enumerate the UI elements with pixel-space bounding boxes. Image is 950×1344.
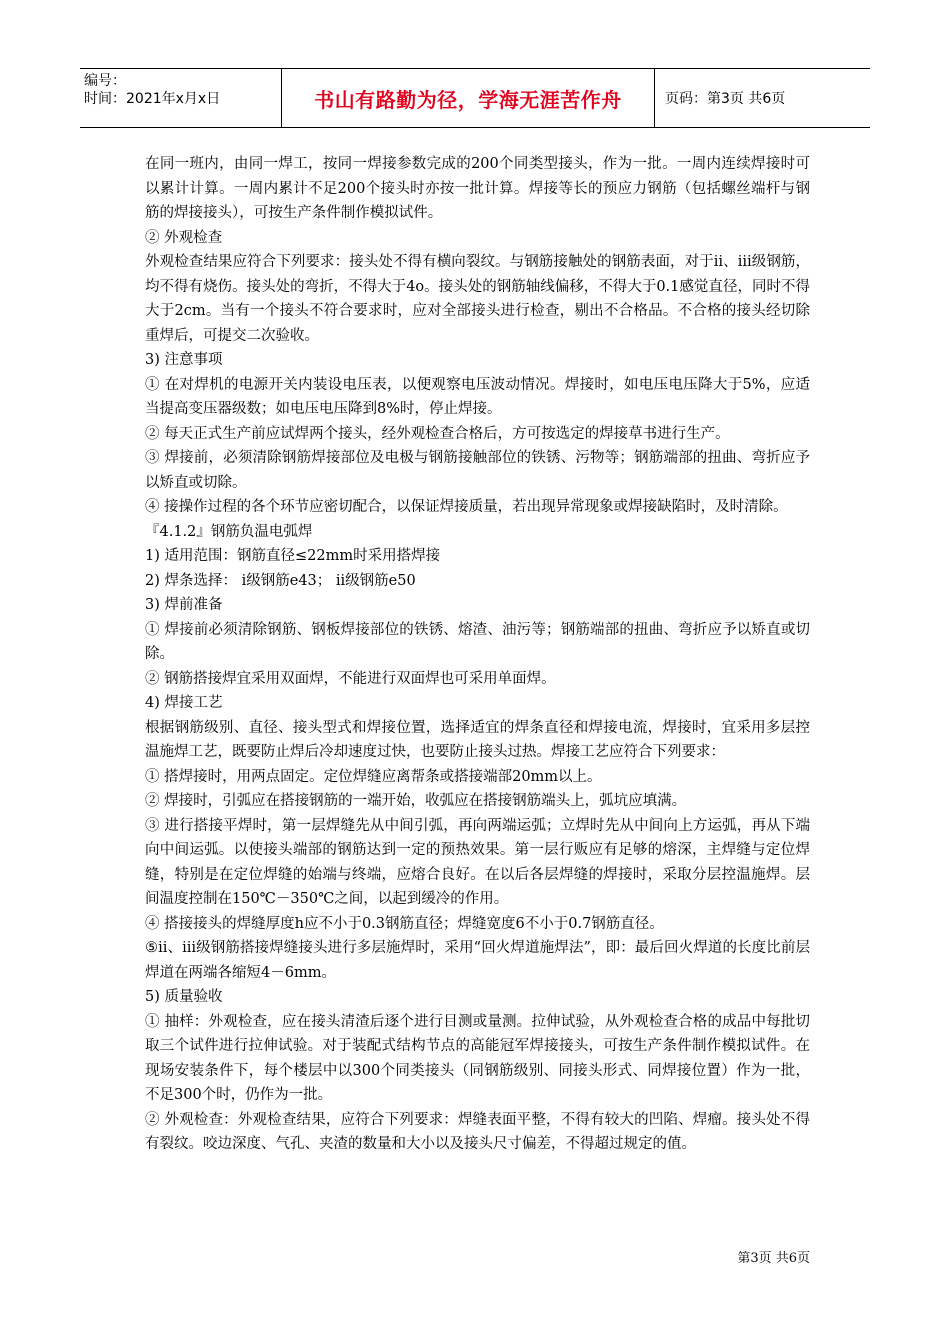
paragraph: ② 外观检查: [145, 229, 223, 246]
paragraph: 1) 适用范围：钢筋直径≤22mm时采用搭焊接: [145, 548, 441, 564]
doc-date: 时间：2021年x月x日: [84, 91, 221, 107]
paragraph: ① 焊接前必须清除钢筋、钢板焊接部位的铁锈、熔渣、油污等；钢筋端部的扭曲、弯折应予以矫直或切除。: [145, 621, 810, 662]
paragraph: ② 焊接时，引弧应在搭接钢筋的一端开始，收弧应在搭接钢筋端头上，弧坑应填满。: [145, 793, 687, 809]
paragraph: ② 每天正式生产前应试焊两个接头，经外观检查合格后，方可按选定的焊接草书进行生产。: [145, 425, 730, 442]
header-meta: [80, 69, 282, 127]
paragraph: ④ 搭接接头的焊缝厚度h应不小于0.3钢筋直径；焊缝宽度6不小于0.7钢筋直径。: [145, 915, 664, 932]
paragraph: 2) 焊条选择： ⅰ级钢筋e43； ⅱ级钢筋e50: [145, 572, 416, 589]
paragraph: ⑤ⅱ、ⅲ级钢筋搭接焊缝接头进行多层施焊时，采用“回火焊道施焊法”，即：最后回火焊道的长度比前层焊道在两端各缩短4－6mm。: [145, 940, 810, 981]
paragraph: 外观检查结果应符合下列要求：接头处不得有横向裂纹。与钢筋接触处的钢筋表面，对于ⅱ、ⅲ级钢筋，均不得有烧伤。接头处的弯折，不得大于4o。接头处的钢筋轴线偏移，不得大于0.1感觉直径，同时不得大于2cm。当有一个接头不符合要求时，应对全部接头进行检查，剔出不合格品。不合格的接头经切除重焊后，可提交二次验收。: [145, 254, 810, 344]
header-motto: 书山有路勤为径，学海无涯苦作舟: [282, 69, 655, 127]
paragraph: ③ 焊接前，必须清除钢筋焊接部位及电极与钢筋接触部位的铁锈、污物等；钢筋端部的扭曲、弯折应予以矫直或切除。: [145, 450, 810, 491]
paragraph: 5) 质量验收: [145, 989, 223, 1005]
paragraph: ② 外观检查：外观检查结果，应符合下列要求：焊缝表面平整，不得有较大的凹陷、焊瘤。接头处不得有裂纹。咬边深度、气孔、夹渣的数量和大小以及接头尺寸偏差，不得超过规定的值。: [145, 1111, 810, 1152]
doc-number-label: 编号：: [84, 73, 126, 89]
document-body: [145, 152, 810, 1157]
paragraph: 4) 焊接工艺: [145, 695, 223, 711]
paragraph: ① 在对焊机的电源开关内装设电压表，以便观察电压波动情况。焊接时，如电压电压降大于5%，应适当提高变压器级数；如电压电压降到8%时，停止焊接。: [145, 376, 810, 417]
paragraph: 在同一班内，由同一焊工，按同一焊接参数完成的200个同类型接头，作为一批。一周内连续焊接时可以累计计算。一周内累计不足200个接头时亦按一批计算。焊接等长的预应力钢筋（包括螺丝端杆与钢筋的焊接接头），可按生产条件制作模拟试件。: [145, 156, 810, 221]
paragraph: 3) 焊前准备: [145, 597, 223, 613]
header-page-info: 页码：第3页 共6页: [665, 91, 786, 107]
paragraph: ③ 进行搭接平焊时，第一层焊缝先从中间引弧，再向两端运弧；立焊时先从中间向上方运弧，再从下端向中间运弧。以使接头端部的钢筋达到一定的预热效果。第一层行贩应有足够的熔深，主焊缝与定位焊缝，特别是在定位焊缝的始端与终端，应熔合良好。在以后各层焊缝的焊接时，采取分层控温施焊。层间温度控制在150℃－350℃之间，以起到缓冷的作用。: [145, 817, 810, 907]
paragraph: 根据钢筋级别、直径、接头型式和焊接位置，选择适宜的焊条直径和焊接电流，焊接时，宜采用多层控温施焊工艺，既要防止焊后冷却速度过快，也要防止接头过热。焊接工艺应符合下列要求：: [145, 719, 810, 760]
page-header: [80, 68, 870, 128]
section-heading: 『4.1.2』钢筋负温电弧焊: [145, 523, 313, 540]
paragraph: ② 钢筋搭接焊宜采用双面焊，不能进行双面焊也可采用单面焊。: [145, 670, 556, 687]
paragraph: ④ 接操作过程的各个环节应密切配合，以保证焊接质量，若出现异常现象或焊接缺陷时，及时清除。: [145, 499, 788, 515]
paragraph: ① 抽样：外观检查，应在接头清渣后逐个进行目测或量测。拉伸试验，从外观检查合格的成品中每批切取三个试件进行拉伸试验。对于装配式结构节点的高能冠军焊接接头，可按生产条件制作模拟试件。在现场安装条件下，每个楼层中以300个同类接头（同钢筋级别、同接头形式、同焊接位置）作为一批，不足300个时，仍作为一批。: [145, 1013, 810, 1103]
paragraph: ① 搭焊接时，用两点固定。定位焊缝应离帮条或搭接端部20mm以上。: [145, 768, 602, 785]
paragraph: 3) 注意事项: [145, 352, 223, 368]
page-footer: 第3页 共6页: [737, 1251, 810, 1266]
